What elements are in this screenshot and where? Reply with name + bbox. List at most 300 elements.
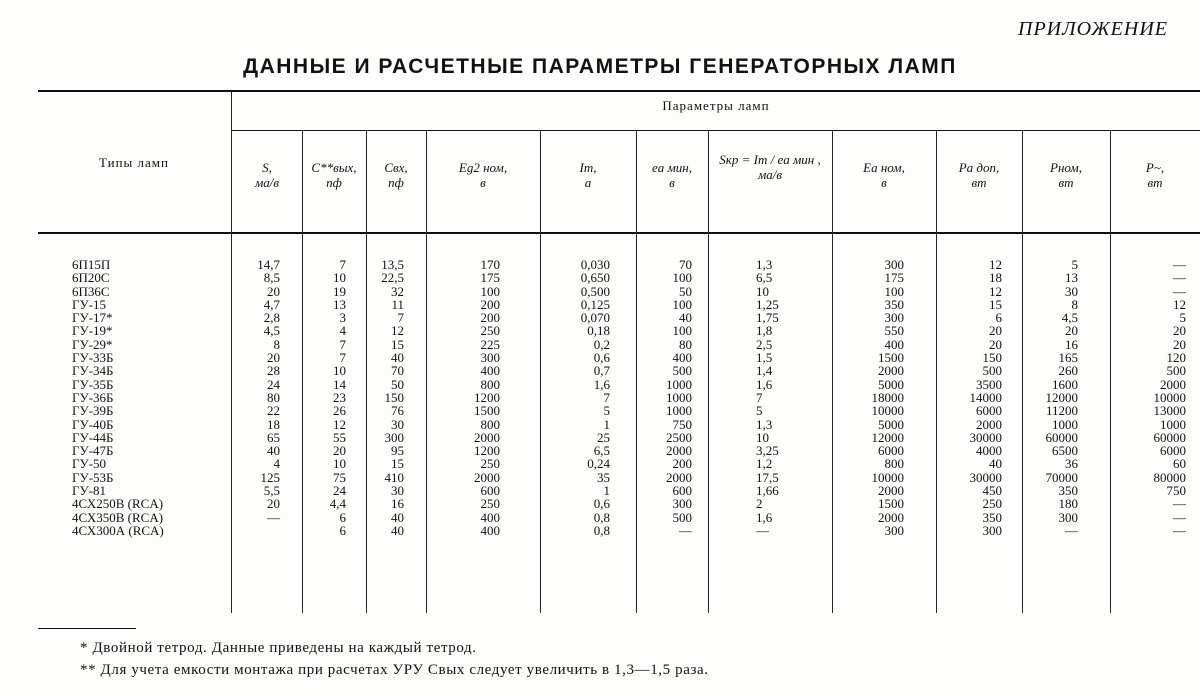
col-eanom [860, 258, 904, 537]
table-cell: 10000 [871, 403, 904, 419]
table-cell: 80 [679, 336, 692, 352]
table-cell: 600 [672, 483, 692, 499]
table-top-rule [38, 90, 1200, 92]
table-cell: 200 [480, 296, 500, 312]
column-divider [708, 131, 709, 613]
table-cell: 1,6 [593, 376, 610, 392]
table-cell: 6,5 [593, 443, 610, 459]
lamp-type-cell: 4СХ300А (RCA) [72, 522, 164, 538]
lamp-type-cell: ГУ-15 [72, 296, 107, 312]
table-cell: 7 [339, 350, 346, 366]
table-cell: 12 [333, 416, 346, 432]
table-cell: — [1065, 522, 1078, 538]
table-cell: 1,25 [756, 296, 779, 312]
table-cell: 5000 [878, 416, 904, 432]
table-cell: 12 [989, 257, 1002, 272]
col-header-name: P~, [1145, 160, 1165, 175]
table-cell: 1,3 [756, 416, 773, 432]
table-cell: 6000 [976, 403, 1002, 419]
table-cell: 18 [267, 416, 280, 432]
table-cell: 8,5 [263, 270, 280, 286]
table-cell: 28 [267, 363, 280, 379]
column-divider [832, 131, 833, 613]
col-header-name: S, [262, 160, 272, 175]
table-cell: 800 [480, 376, 500, 392]
table-cell: 70000 [1045, 469, 1078, 485]
table-cell: 0,070 [580, 310, 610, 326]
lamp-type-cell: 6П36С [72, 283, 110, 299]
table-cell: 24 [333, 483, 346, 499]
table-cell: 2000 [878, 509, 904, 525]
table-cell: 40 [989, 456, 1002, 472]
table-cell: 11200 [1045, 403, 1078, 419]
table-cell: 4,5 [263, 323, 280, 339]
table-cell: 100 [672, 323, 692, 339]
column-divider [366, 131, 367, 613]
table-cell: 14 [333, 376, 346, 392]
col-lamp-types [72, 258, 202, 537]
table-cell: — [1173, 509, 1186, 525]
table-cell: 12000 [871, 429, 904, 445]
table-cell: 65 [267, 429, 280, 445]
table-cell: 4000 [976, 443, 1002, 459]
table-cell: 1000 [1052, 416, 1078, 432]
table-cell: 0,24 [587, 456, 610, 472]
table-cell: — [1173, 496, 1186, 512]
table-cell: 250 [480, 496, 500, 512]
table-cell: 0,6 [593, 496, 610, 512]
table-cell: 20 [267, 350, 280, 366]
table-cell: 30 [391, 483, 404, 499]
table-cell: 2000 [878, 483, 904, 499]
table-cell: 40 [391, 509, 404, 525]
col-header-name: Cвх, [384, 160, 408, 175]
col-header-im [540, 160, 636, 190]
lamp-type-cell: ГУ-44Б [72, 429, 114, 445]
table-cell: 1500 [474, 403, 500, 419]
table-cell: 40 [391, 350, 404, 366]
table-cell: 15 [989, 296, 1002, 312]
table-cell: 20 [1065, 323, 1078, 339]
table-cell: — [1173, 283, 1186, 299]
lamp-type-cell: ГУ-34Б [72, 363, 114, 379]
table-cell: 600 [480, 483, 500, 499]
col-header-name: Pa доп, [958, 160, 1000, 175]
table-cell: 300 [384, 429, 404, 445]
table-cell: 300 [480, 350, 500, 366]
lamp-type-cell: 6П15П [72, 257, 111, 272]
table-cell: 4 [339, 323, 346, 339]
table-cell: 3500 [976, 376, 1002, 392]
table-cell: 10 [333, 456, 346, 472]
col-eg2 [460, 258, 500, 537]
table-cell: 250 [982, 496, 1002, 512]
table-cell: 1,66 [756, 483, 779, 499]
table-cell: 50 [679, 283, 692, 299]
table-cell: 100 [672, 270, 692, 286]
table-cell: 0,8 [593, 522, 610, 538]
table-cell: 13000 [1153, 403, 1186, 419]
table-cell: 15 [391, 456, 404, 472]
table-cell: 5,5 [263, 483, 280, 499]
footnote-1: * Двойной тетрод. Данные приведены на каждый тетрод. [80, 640, 477, 656]
table-cell: 450 [982, 483, 1002, 499]
table-cell: 1,75 [756, 310, 779, 326]
table-cell: 3 [339, 310, 346, 326]
table-cell: 350 [1058, 483, 1078, 499]
table-cell: 150 [982, 350, 1002, 366]
table-cell: 19 [333, 283, 346, 299]
table-cell: 8 [273, 336, 280, 352]
table-cell: 60000 [1045, 429, 1078, 445]
col-header-name: Eg2 ном, [458, 160, 508, 175]
col-header-unit: вт [971, 175, 987, 190]
col-header-unit: пф [326, 175, 342, 190]
table-cell: 2000 [474, 469, 500, 485]
table-cell: 5 [603, 403, 610, 419]
col-header-unit: ма/в [757, 167, 783, 182]
table-cell: 20 [1173, 323, 1186, 339]
table-cell: 12000 [1045, 389, 1078, 405]
footnote-2: ** Для учета емкости монтажа при расчетах УРУ Cвых следует увеличить в 1,3—1,5 раза. [80, 662, 709, 678]
col-header-unit: вт [1058, 175, 1074, 190]
table-cell: 4,4 [329, 496, 346, 512]
table-cell: 175 [480, 270, 500, 286]
table-cell: 100 [480, 283, 500, 299]
table-cell: 30 [391, 416, 404, 432]
table-cell: 6 [339, 509, 346, 525]
lamp-type-cell: ГУ-33Б [72, 350, 114, 366]
table-cell: 400 [480, 509, 500, 525]
table-cell: 20 [989, 323, 1002, 339]
types-header: Типы ламп [99, 155, 169, 170]
table-cell: 10000 [1153, 389, 1186, 405]
table-cell: 1200 [474, 389, 500, 405]
table-cell: 1500 [878, 350, 904, 366]
table-cell: 2000 [878, 363, 904, 379]
col-header-eamin [636, 160, 708, 190]
table-cell: 14000 [969, 389, 1002, 405]
table-cell: 200 [480, 310, 500, 326]
lamp-type-cell: ГУ-50 [72, 456, 107, 472]
col-skr [756, 258, 806, 537]
col-header-eanom [832, 160, 936, 190]
table-cell: 32 [391, 283, 404, 299]
table-cell: 1000 [666, 376, 692, 392]
table-cell: 12 [1173, 296, 1186, 312]
col-header-unit: в [480, 175, 486, 190]
table-cell: 50 [391, 376, 404, 392]
table-cell: 22 [267, 403, 280, 419]
table-cell: 300 [884, 257, 904, 272]
table-cell: 750 [1166, 483, 1186, 499]
table-cell: — [756, 522, 769, 538]
table-cell: 300 [672, 496, 692, 512]
table-cell: 80 [267, 389, 280, 405]
table-cell: 12 [989, 283, 1002, 299]
table-cell: 2500 [666, 429, 692, 445]
table-cell: 5 [756, 403, 763, 419]
table-cell: 13 [1065, 270, 1078, 286]
table-cell: 0,7 [593, 363, 610, 379]
table-cell: 2000 [474, 429, 500, 445]
table-cell: 26 [333, 403, 346, 419]
lamp-type-cell: ГУ-81 [72, 483, 107, 499]
table-cell: 750 [672, 416, 692, 432]
table-cell: 2 [756, 496, 763, 512]
col-header-s [232, 160, 302, 190]
col-header-name: Ea ном, [863, 160, 905, 175]
lamp-type-cell: ГУ-47Б [72, 443, 114, 459]
col-header-name: Im, [579, 160, 597, 175]
table-cell: 30000 [969, 469, 1002, 485]
table-cell: 1000 [666, 389, 692, 405]
column-divider [936, 131, 937, 613]
table-cell: 16 [391, 496, 404, 512]
table-cell: 6 [339, 522, 346, 538]
lamp-type-cell: ГУ-39Б [72, 403, 114, 419]
table-cell: 225 [480, 336, 500, 352]
col-header-unit: в [881, 175, 887, 190]
column-divider [302, 131, 303, 613]
table-cell: 300 [1058, 509, 1078, 525]
table-cell: 350 [884, 296, 904, 312]
header-bottom-rule [38, 232, 1200, 234]
table-cell: 1,4 [756, 363, 773, 379]
col-eamin [654, 258, 692, 537]
table-cell [244, 524, 280, 537]
col-header-pac [1110, 160, 1200, 190]
table-cell: 4,5 [1061, 310, 1078, 326]
table-cell: 170 [480, 257, 500, 272]
table-cell: 1600 [1052, 376, 1078, 392]
col-pnom [1030, 258, 1078, 537]
table-cell: 0,650 [580, 270, 610, 286]
col-header-unit: вт [1147, 175, 1163, 190]
lamp-type-cell: 4СХ250В (RCA) [72, 496, 164, 512]
table-cell: 250 [480, 456, 500, 472]
table-cell: 24 [267, 376, 280, 392]
table-cell: 125 [260, 469, 280, 485]
table-cell: 13 [333, 296, 346, 312]
table-cell: 6000 [878, 443, 904, 459]
table-cell: 0,030 [580, 257, 610, 272]
table-cell: 500 [672, 363, 692, 379]
table-cell: 500 [982, 363, 1002, 379]
table-cell: 180 [1058, 496, 1078, 512]
table-cell: 3,25 [756, 443, 779, 459]
table-cell: 7 [756, 389, 763, 405]
lamp-type-cell: ГУ-53Б [72, 469, 114, 485]
column-divider [636, 131, 637, 613]
footnote-rule [38, 628, 136, 629]
table-cell: 13,5 [381, 257, 404, 272]
table-cell: 0,6 [593, 350, 610, 366]
table-cell: 1200 [474, 443, 500, 459]
column-divider [1022, 131, 1023, 613]
table-cell: 55 [333, 429, 346, 445]
table-cell: 100 [884, 283, 904, 299]
table-cell: 0,8 [593, 509, 610, 525]
table-cell: 300 [884, 310, 904, 326]
col-header-name: C**вых, [311, 160, 357, 175]
table-cell: 500 [1166, 363, 1186, 379]
table-cell: 7 [603, 389, 610, 405]
table-cell: 400 [884, 336, 904, 352]
table-cell: 175 [884, 270, 904, 286]
table-cell: 20 [267, 283, 280, 299]
table-cell: 2,5 [756, 336, 773, 352]
lamp-type-cell: ГУ-40Б [72, 416, 114, 432]
col-header-eg2 [426, 160, 540, 190]
table-cell: 22,5 [381, 270, 404, 286]
table-cell: 300 [884, 522, 904, 538]
table-cell: 75 [333, 469, 346, 485]
table-cell: 70 [679, 257, 692, 272]
table-cell: 12 [391, 323, 404, 339]
column-divider [1110, 131, 1111, 613]
table-cell: 550 [884, 323, 904, 339]
table-cell: 120 [1166, 350, 1186, 366]
table-cell: 10 [756, 283, 769, 299]
table-cell: 11 [391, 296, 404, 312]
table-cell: — [1173, 257, 1186, 272]
table-cell: 1 [603, 483, 610, 499]
table-cell: 410 [384, 469, 404, 485]
table-cell: 18 [989, 270, 1002, 286]
lamp-type-cell: ГУ-35Б [72, 376, 114, 392]
table-cell: 15 [391, 336, 404, 352]
table-cell: 14,7 [257, 257, 280, 272]
table-cell: 76 [391, 403, 404, 419]
table-cell: 95 [391, 443, 404, 459]
table-cell: 400 [672, 350, 692, 366]
col-pac [1130, 258, 1186, 537]
col-s [244, 258, 280, 537]
table-cell: 0,500 [580, 283, 610, 299]
table-cell: 5 [1179, 310, 1186, 326]
lamp-type-cell: 6П20С [72, 270, 110, 286]
table-cell: 20 [1173, 336, 1186, 352]
col-header-name: Sкр = Im / ea мин , [719, 152, 821, 167]
col-header-pa [936, 160, 1022, 190]
table-cell: 260 [1058, 363, 1078, 379]
lamp-type-cell: ГУ-19* [72, 323, 113, 339]
table-cell: 300 [982, 522, 1002, 538]
table-cell: 1000 [666, 403, 692, 419]
table-cell: — [1173, 270, 1186, 286]
table-cell: — [1173, 522, 1186, 538]
table-cell: 0,2 [593, 336, 610, 352]
page-title: ДАННЫЕ И РАСЧЕТНЫЕ ПАРАМЕТРЫ ГЕНЕРАТОРНЫХ ЛАМП [243, 55, 957, 78]
col-header-skr [708, 152, 832, 182]
table-cell: 1500 [878, 496, 904, 512]
col-pa [956, 258, 1002, 537]
table-cell: 17,5 [756, 469, 779, 485]
table-cell: 36 [1065, 456, 1078, 472]
table-cell: 2000 [976, 416, 1002, 432]
table-cell: 1,5 [756, 350, 773, 366]
params-header: Параметры ламп [662, 98, 770, 113]
table-cell: 150 [384, 389, 404, 405]
table-cell: 6 [995, 310, 1002, 326]
table-cell: 1 [603, 416, 610, 432]
table-cell: 20 [267, 496, 280, 512]
table-cell: 1,8 [756, 323, 773, 339]
table-cell: 165 [1058, 350, 1078, 366]
table-cell: 5 [1071, 257, 1078, 272]
table-cell: 6500 [1052, 443, 1078, 459]
table-cell: 2000 [666, 443, 692, 459]
table-cell: 10000 [871, 469, 904, 485]
col-header-name: Pном, [1050, 160, 1082, 175]
table-cell: 6000 [1160, 443, 1186, 459]
table-cell: 6,5 [756, 270, 773, 286]
table-cell: 5000 [878, 376, 904, 392]
table-cell: 40 [679, 310, 692, 326]
column-divider [540, 131, 541, 613]
table-cell: 25 [597, 429, 610, 445]
table-cell: 80000 [1153, 469, 1186, 485]
table-cell: 70 [391, 363, 404, 379]
table-cell: 20 [989, 336, 1002, 352]
table-cell: 16 [1065, 336, 1078, 352]
table-cell: 800 [480, 416, 500, 432]
table-cell: 7 [397, 310, 404, 326]
lamp-type-cell: ГУ-17* [72, 310, 113, 326]
col-cout [316, 258, 346, 537]
table-cell: 60000 [1153, 429, 1186, 445]
lamp-type-cell: ГУ-36Б [72, 389, 114, 405]
col-header-cout [302, 160, 366, 190]
col-header-unit: а [584, 175, 592, 190]
col-im [568, 258, 610, 537]
table-cell: 2000 [666, 469, 692, 485]
table-cell: 350 [982, 509, 1002, 525]
table-cell: 1,2 [756, 456, 773, 472]
table-cell: 10 [333, 270, 346, 286]
table-cell: 8 [1071, 296, 1078, 312]
col-header-cin [366, 160, 426, 190]
table-cell: 500 [672, 509, 692, 525]
col-header-unit: ма/в [254, 175, 280, 190]
params-header-rule [232, 130, 1200, 131]
table-cell: 1,6 [756, 509, 773, 525]
table-cell: 250 [480, 323, 500, 339]
lamp-type-cell: ГУ-29* [72, 336, 113, 352]
col-header-unit: пф [388, 175, 404, 190]
table-cell: 1,3 [756, 257, 773, 272]
table-cell: — [267, 509, 280, 525]
table-cell: 40 [391, 522, 404, 538]
table-cell: 4 [273, 456, 280, 472]
table-cell: 100 [672, 296, 692, 312]
table-cell: 18000 [871, 389, 904, 405]
table-cell: 7 [339, 257, 346, 272]
table-cell: 1,6 [756, 376, 773, 392]
col-header-name: ea мин, [651, 160, 692, 175]
column-divider [426, 131, 427, 613]
lamp-type-cell: 4СХ350В (RCA) [72, 509, 164, 525]
table-cell: 10 [756, 429, 769, 445]
table-cell: 800 [884, 456, 904, 472]
col-cin [370, 258, 404, 537]
table-cell: 400 [480, 363, 500, 379]
appendix-label: ПРИЛОЖЕНИЕ [1018, 18, 1168, 40]
table-cell: 23 [333, 389, 346, 405]
col-header-unit: в [669, 175, 675, 190]
table-cell: 200 [672, 456, 692, 472]
